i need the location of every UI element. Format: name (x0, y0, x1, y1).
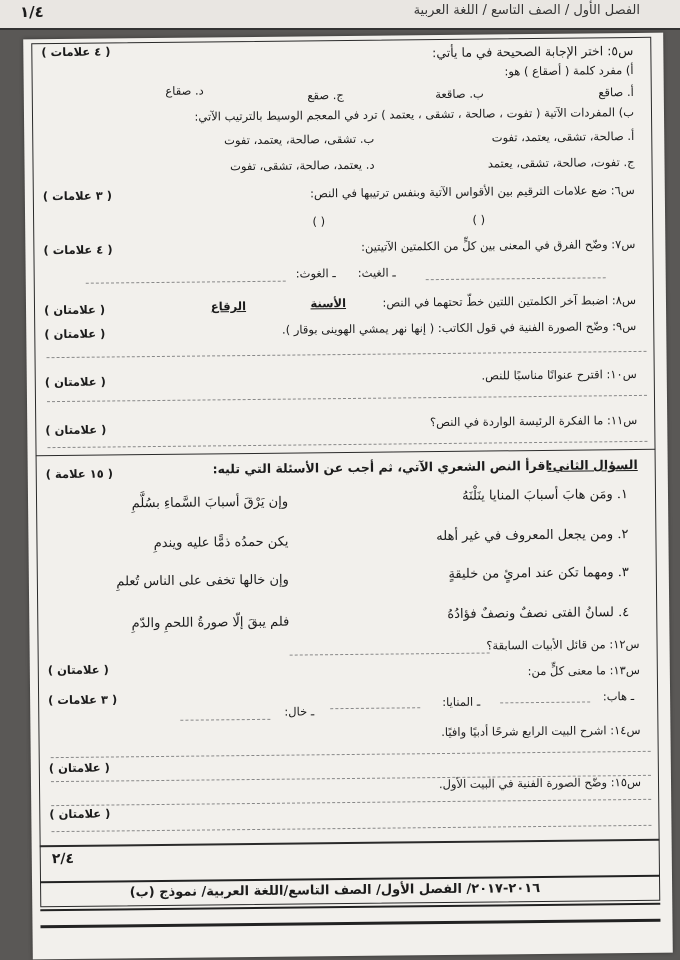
q5-a-option-4: د. صقاع (165, 83, 204, 98)
verse-3-first-hemistich: ٣. ومهما تكن عند امرئٍ من خليقةٍ (448, 565, 629, 582)
q13-word-3: ـ خال: (284, 704, 315, 719)
q11-mark: ( علامتان ) (45, 422, 107, 438)
q5-b-option-3: ج. تفوت، صالحة، تشقى، يعتمد (487, 154, 635, 171)
page-number: ٢/٤ (51, 850, 75, 868)
q8-title: س٨: اضبط آخر الكلمتين اللتين خطّ تحتهما في النص: (382, 292, 637, 310)
q15-mark: ( علامتان ) (49, 806, 111, 822)
verse-2-first-hemistich: ٢. ومن يجعل المعروف في غير أهله (436, 527, 629, 545)
q12-mark: ( علامتان ) (47, 662, 109, 678)
q5-title: س٥: اختر الإجابة الصحيحة في ما يأتي: (432, 42, 634, 61)
verse-2-second-hemistich: يكن حمدُه ذمًّا عليه ويندمِ (153, 534, 289, 552)
previous-page-number: ١/٤ (20, 3, 44, 21)
section2-mark: ( ١٥ علامة ) (45, 466, 114, 482)
q8-mark: ( علامتان ) (43, 302, 106, 318)
q5-a-option-3: ج. صقع (307, 88, 344, 103)
footer-band (40, 875, 660, 911)
q5-a-label: أ) مفرد كلمة ( أصقاع ) هو: (504, 62, 634, 79)
q9-mark: ( علامتان ) (44, 326, 106, 342)
q12-title: س١٢: من قائل الأبيات السابقة؟ (486, 636, 640, 653)
previous-page-strip (0, 0, 680, 30)
exam-sheet (23, 33, 673, 960)
q5-b-label: ب) المفردات الآتية ( تفوت ، صالحة ، تشقى ، يعتمد ) ترد في المعجم الوسيط بالترتيب الآتي: (194, 104, 635, 124)
q7-word-2: ـ الغوث: (295, 266, 336, 281)
q13-word-1: ـ هاب: (602, 689, 635, 704)
q5-b-option-4: د. يعتمد، صالحة، تشقى، تفوت (230, 157, 375, 174)
q8-word-2: الرقاع (210, 299, 247, 314)
q5-a-option-1: أ. صاقع (598, 84, 634, 100)
q10-mark: ( علامتان ) (44, 374, 106, 390)
verse-1-first-hemistich: ١. ومَن هابَ أسبابَ المنايا ينَلْنَهُ (462, 487, 629, 504)
q6-title: س٦: ضع علامات الترقيم بين الأقواس الآتية وبنفس ترتيبها في النص: (310, 182, 635, 201)
q6-mark: ( ٣ علامات ) (42, 188, 113, 204)
q9-title: س٩: وضّح الصورة الفنية في قول الكاتب: ( إنها نهر يمشي الهوينى بوقار ). (281, 318, 637, 337)
q6-bracket-1: ( ) (472, 212, 486, 227)
q5-b-option-1: أ. صالحة، تشقى، يعتمد، تفوت (491, 128, 635, 145)
q7-word-1: ـ الغيث: (357, 265, 396, 280)
q5-a-option-2: ب. صاقعة (435, 86, 484, 102)
section2-label: السؤال الثاني: (547, 456, 638, 473)
section2-title: اقرأ النص الشعري الآتي، ثم أجب عن الأسئلة التي تليه: (212, 457, 550, 477)
q13-mark: ( ٣ علامات ) (48, 692, 118, 708)
verse-3-second-hemistich: وإن خالها تخفى على الناس تُعلمِ (116, 572, 289, 590)
verse-4-first-hemistich: ٤. لسانُ الفتى نصفٌ ونصفٌ فؤادُهُ (447, 605, 630, 622)
q14-title: س١٤: اشرح البيت الرابع شرحًا أدبيًا وافيًا. (441, 722, 641, 740)
q7-mark: ( ٤ علامات ) (43, 242, 113, 258)
q10-title: س١٠: اقترح عنوانًا مناسبًا للنص. (481, 366, 637, 383)
q5-b-option-2: ب. تشقى، صالحة، يعتمد، تفوت (224, 131, 375, 148)
q13-title: س١٣: ما معنى كلٍّ من: (527, 662, 640, 679)
q11-title: س١١: ما الفكرة الرئيسة الواردة في النص؟ (429, 412, 638, 430)
q7-title: س٧: وضّح الفرق في المعنى بين كلٍّ من الكلمتين الآتيتين: (361, 236, 636, 254)
q15-title: س١٥: وضّح الصورة الفنية في البيت الأول. (438, 774, 642, 792)
q14-mark: ( علامتان ) (48, 760, 110, 776)
footer-text: ٢٠١٦-٢٠١٧/ الفصل الأول/ الصف التاسع/اللغة العربية/ نموذج (ب) (129, 881, 541, 901)
q5-mark: ( ٤ علامات ) (41, 44, 111, 60)
verse-1-second-hemistich: وإن يَرْقَ أسبابَ السَّماءِ بسُلَّمِ (131, 494, 289, 512)
verse-4-second-hemistich: فلم يبقَ إلّا صورةُ اللحمِ والدّمِ (131, 614, 290, 632)
footer-bottom-rule (40, 919, 660, 928)
previous-page-text: الفصل الأول / الصف التاسع / اللغة العربية (413, 3, 640, 18)
q6-bracket-2: ( ) (312, 214, 326, 229)
q8-word-1: الأسنة (310, 296, 347, 311)
q13-word-2: ـ المنايا: (442, 694, 481, 710)
